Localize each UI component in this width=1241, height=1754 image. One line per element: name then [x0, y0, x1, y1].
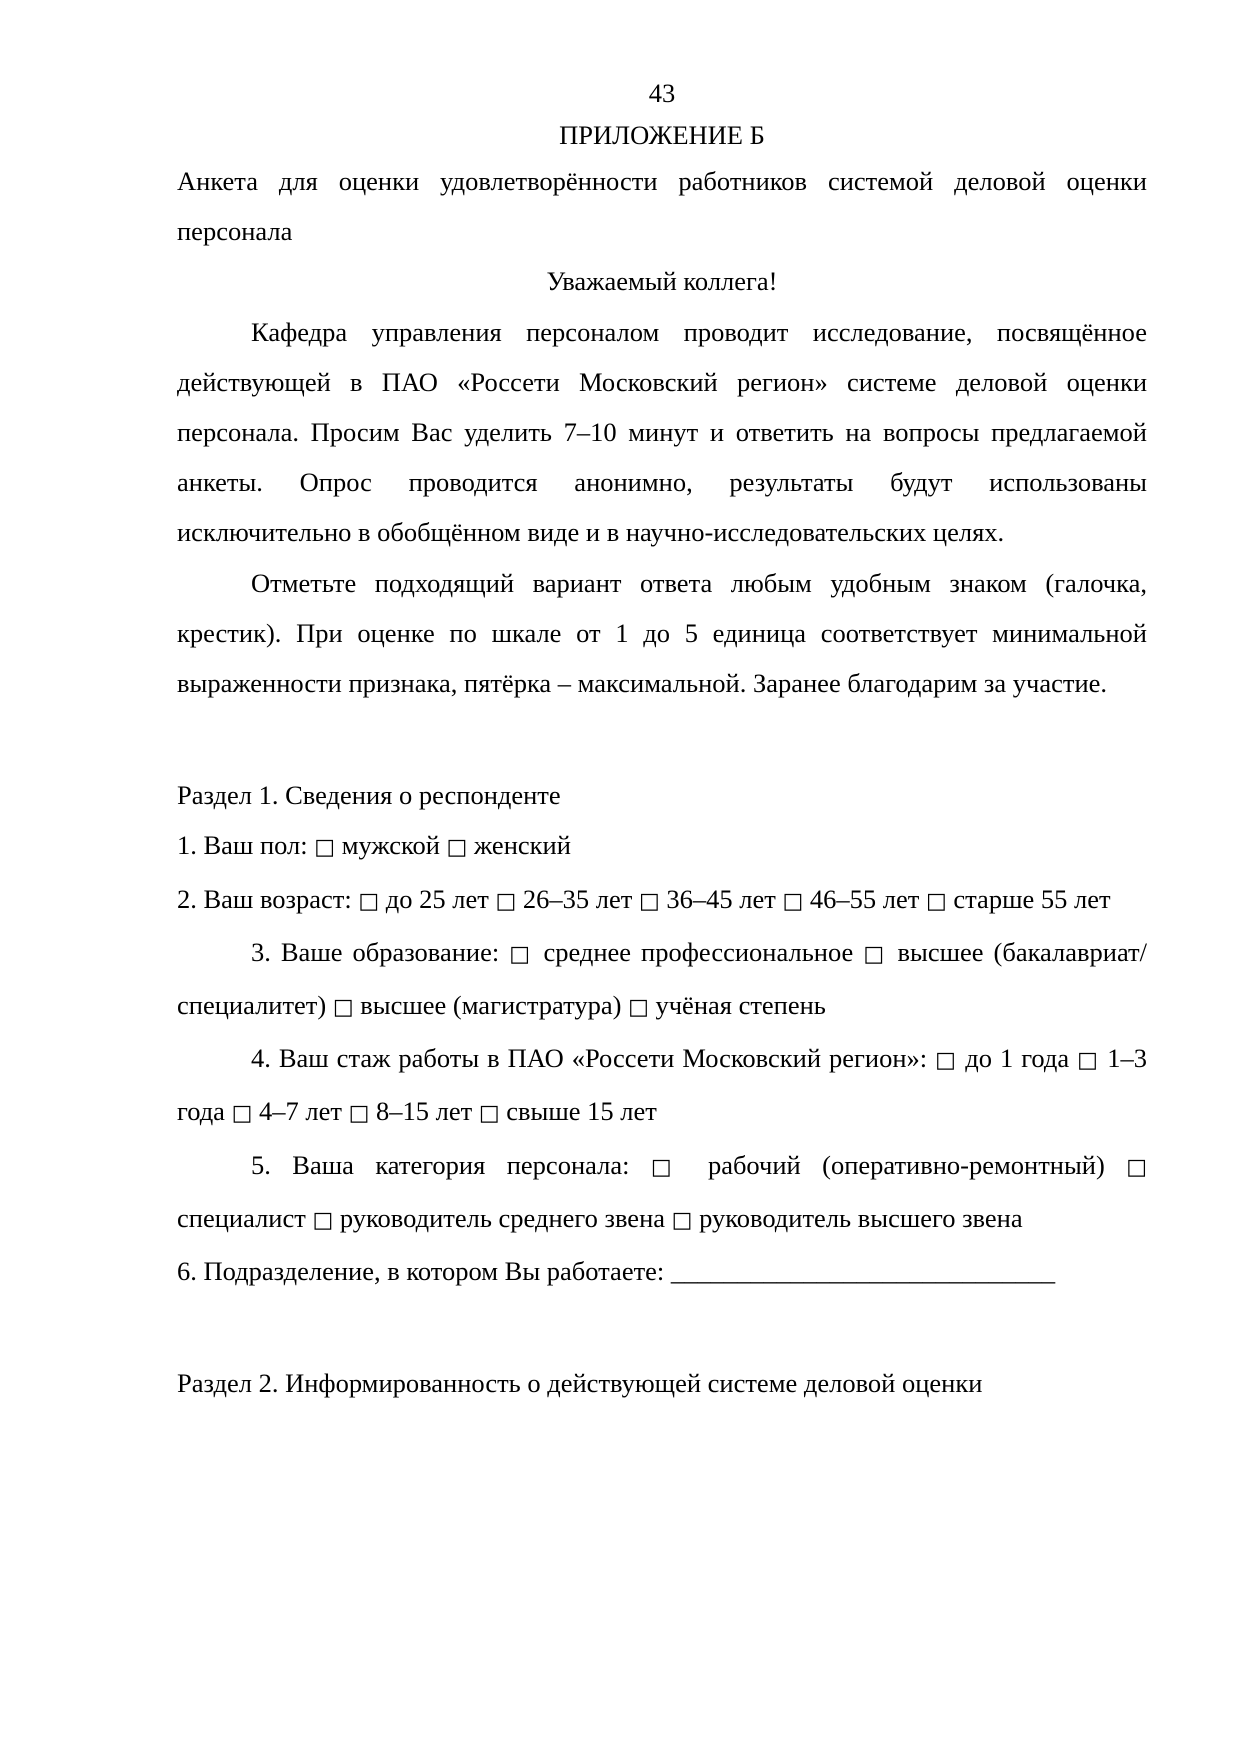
option-label: 4–7 лет: [259, 1096, 342, 1127]
option-label: 46–55 лет: [809, 883, 920, 914]
question-label: 2. Ваш возраст:: [177, 883, 352, 914]
checkbox-icon[interactable]: □: [1077, 1048, 1100, 1074]
question-education: [177, 927, 1147, 1033]
checkbox-icon[interactable]: □: [863, 941, 888, 967]
option-label: 26–35 лет: [522, 883, 633, 914]
question-label: 6. Подразделение, в котором Вы работаете:: [177, 1256, 665, 1287]
option-label: женский: [473, 830, 571, 861]
option-label: руководитель среднего звена: [339, 1202, 666, 1233]
section-2-title: Раздел 2. Информированность о действующей системе деловой оценки: [177, 1368, 983, 1399]
page-number: 43: [648, 78, 676, 108]
option-label: учёная степень: [655, 990, 826, 1021]
section-1-title: Раздел 1. Сведения о респонденте: [177, 780, 561, 811]
spacer: [177, 1296, 1147, 1358]
question-label: 1. Ваш пол:: [177, 830, 308, 861]
option-label: руководитель высшего звена: [699, 1202, 1023, 1233]
intro-paragraph-2: Отметьте подходящий вариант ответа любым удобным знаком (галочка, крестик). При оценке по шкале от 1 до 5 единица соответствует минимальной выраженности признака, пятёрка – максимальной. Заранее благодарим за участие.: [177, 567, 1147, 699]
option-label: среднее профессиональное: [543, 936, 854, 967]
checkbox-icon[interactable]: □: [650, 1154, 687, 1180]
questionnaire-title: Анкета для оценки удовлетворённости работников системой деловой оценки персонала: [177, 166, 1147, 247]
answer-blank-field[interactable]: _____________________________: [670, 1256, 1056, 1287]
question-label: 3. Ваше образование:: [251, 936, 500, 967]
checkbox-icon[interactable]: □: [671, 1207, 693, 1233]
document-body: [177, 156, 1147, 1408]
appendix-title: ПРИЛОЖЕНИЕ Б: [559, 120, 765, 150]
option-label: старше 55 лет: [953, 883, 1111, 914]
option-label: 8–15 лет: [376, 1096, 473, 1127]
checkbox-icon[interactable]: □: [358, 888, 380, 914]
question-gender: [177, 820, 1147, 873]
checkbox-icon[interactable]: □: [495, 888, 517, 914]
checkbox-icon[interactable]: □: [312, 1207, 334, 1233]
checkbox-icon[interactable]: □: [231, 1101, 253, 1127]
checkbox-icon[interactable]: □: [478, 1101, 500, 1127]
option-label: высшее (магистратура): [360, 990, 622, 1021]
question-label: 4. Ваш стаж работы в ПАО «Россети Московский регион»:: [251, 1043, 928, 1074]
checkbox-icon[interactable]: □: [782, 888, 804, 914]
option-label: свыше 15 лет: [506, 1096, 657, 1127]
option-label: до 25 лет: [385, 883, 489, 914]
checkbox-icon[interactable]: □: [638, 888, 660, 914]
question-department: [177, 1246, 1147, 1296]
option-label: 1–3 года: [177, 1043, 1148, 1127]
checkbox-icon[interactable]: □: [332, 995, 354, 1021]
question-tenure: [177, 1033, 1147, 1139]
checkbox-icon[interactable]: □: [1126, 1154, 1148, 1180]
checkbox-icon[interactable]: □: [628, 995, 649, 1021]
question-label: 5. Ваша категория персонала:: [251, 1149, 630, 1180]
checkbox-icon[interactable]: □: [935, 1048, 958, 1074]
question-age: [177, 874, 1147, 927]
spacer: [177, 708, 1147, 770]
option-label: 36–45 лет: [666, 883, 776, 914]
option-label: рабочий (оперативно-ремонтный): [707, 1149, 1105, 1180]
option-label: специалист: [177, 1202, 306, 1233]
checkbox-icon[interactable]: □: [509, 941, 534, 967]
checkbox-icon[interactable]: □: [348, 1101, 370, 1127]
option-label: до 1 года: [965, 1043, 1070, 1074]
option-label: мужской: [341, 830, 440, 861]
intro-paragraph-1: Кафедра управления персоналом проводит исследование, посвящённое действующей в ПАО «Россети Московский регион» системе деловой оценки персонала. Просим Вас уделить 7–10 минут и ответить на вопросы предлагаемой анкеты. Опрос проводится анонимно, результаты будут использованы исключительно в обобщённом виде и в научно-исследовательских целях.: [177, 316, 1147, 548]
checkbox-icon[interactable]: □: [925, 888, 947, 914]
checkbox-icon[interactable]: □: [314, 835, 336, 861]
greeting: Уважаемый коллега!: [546, 266, 778, 297]
checkbox-icon[interactable]: □: [446, 835, 468, 861]
option-label: высшее (бакалавриат/специалитет): [177, 936, 1148, 1021]
question-staff-category: [177, 1140, 1147, 1246]
